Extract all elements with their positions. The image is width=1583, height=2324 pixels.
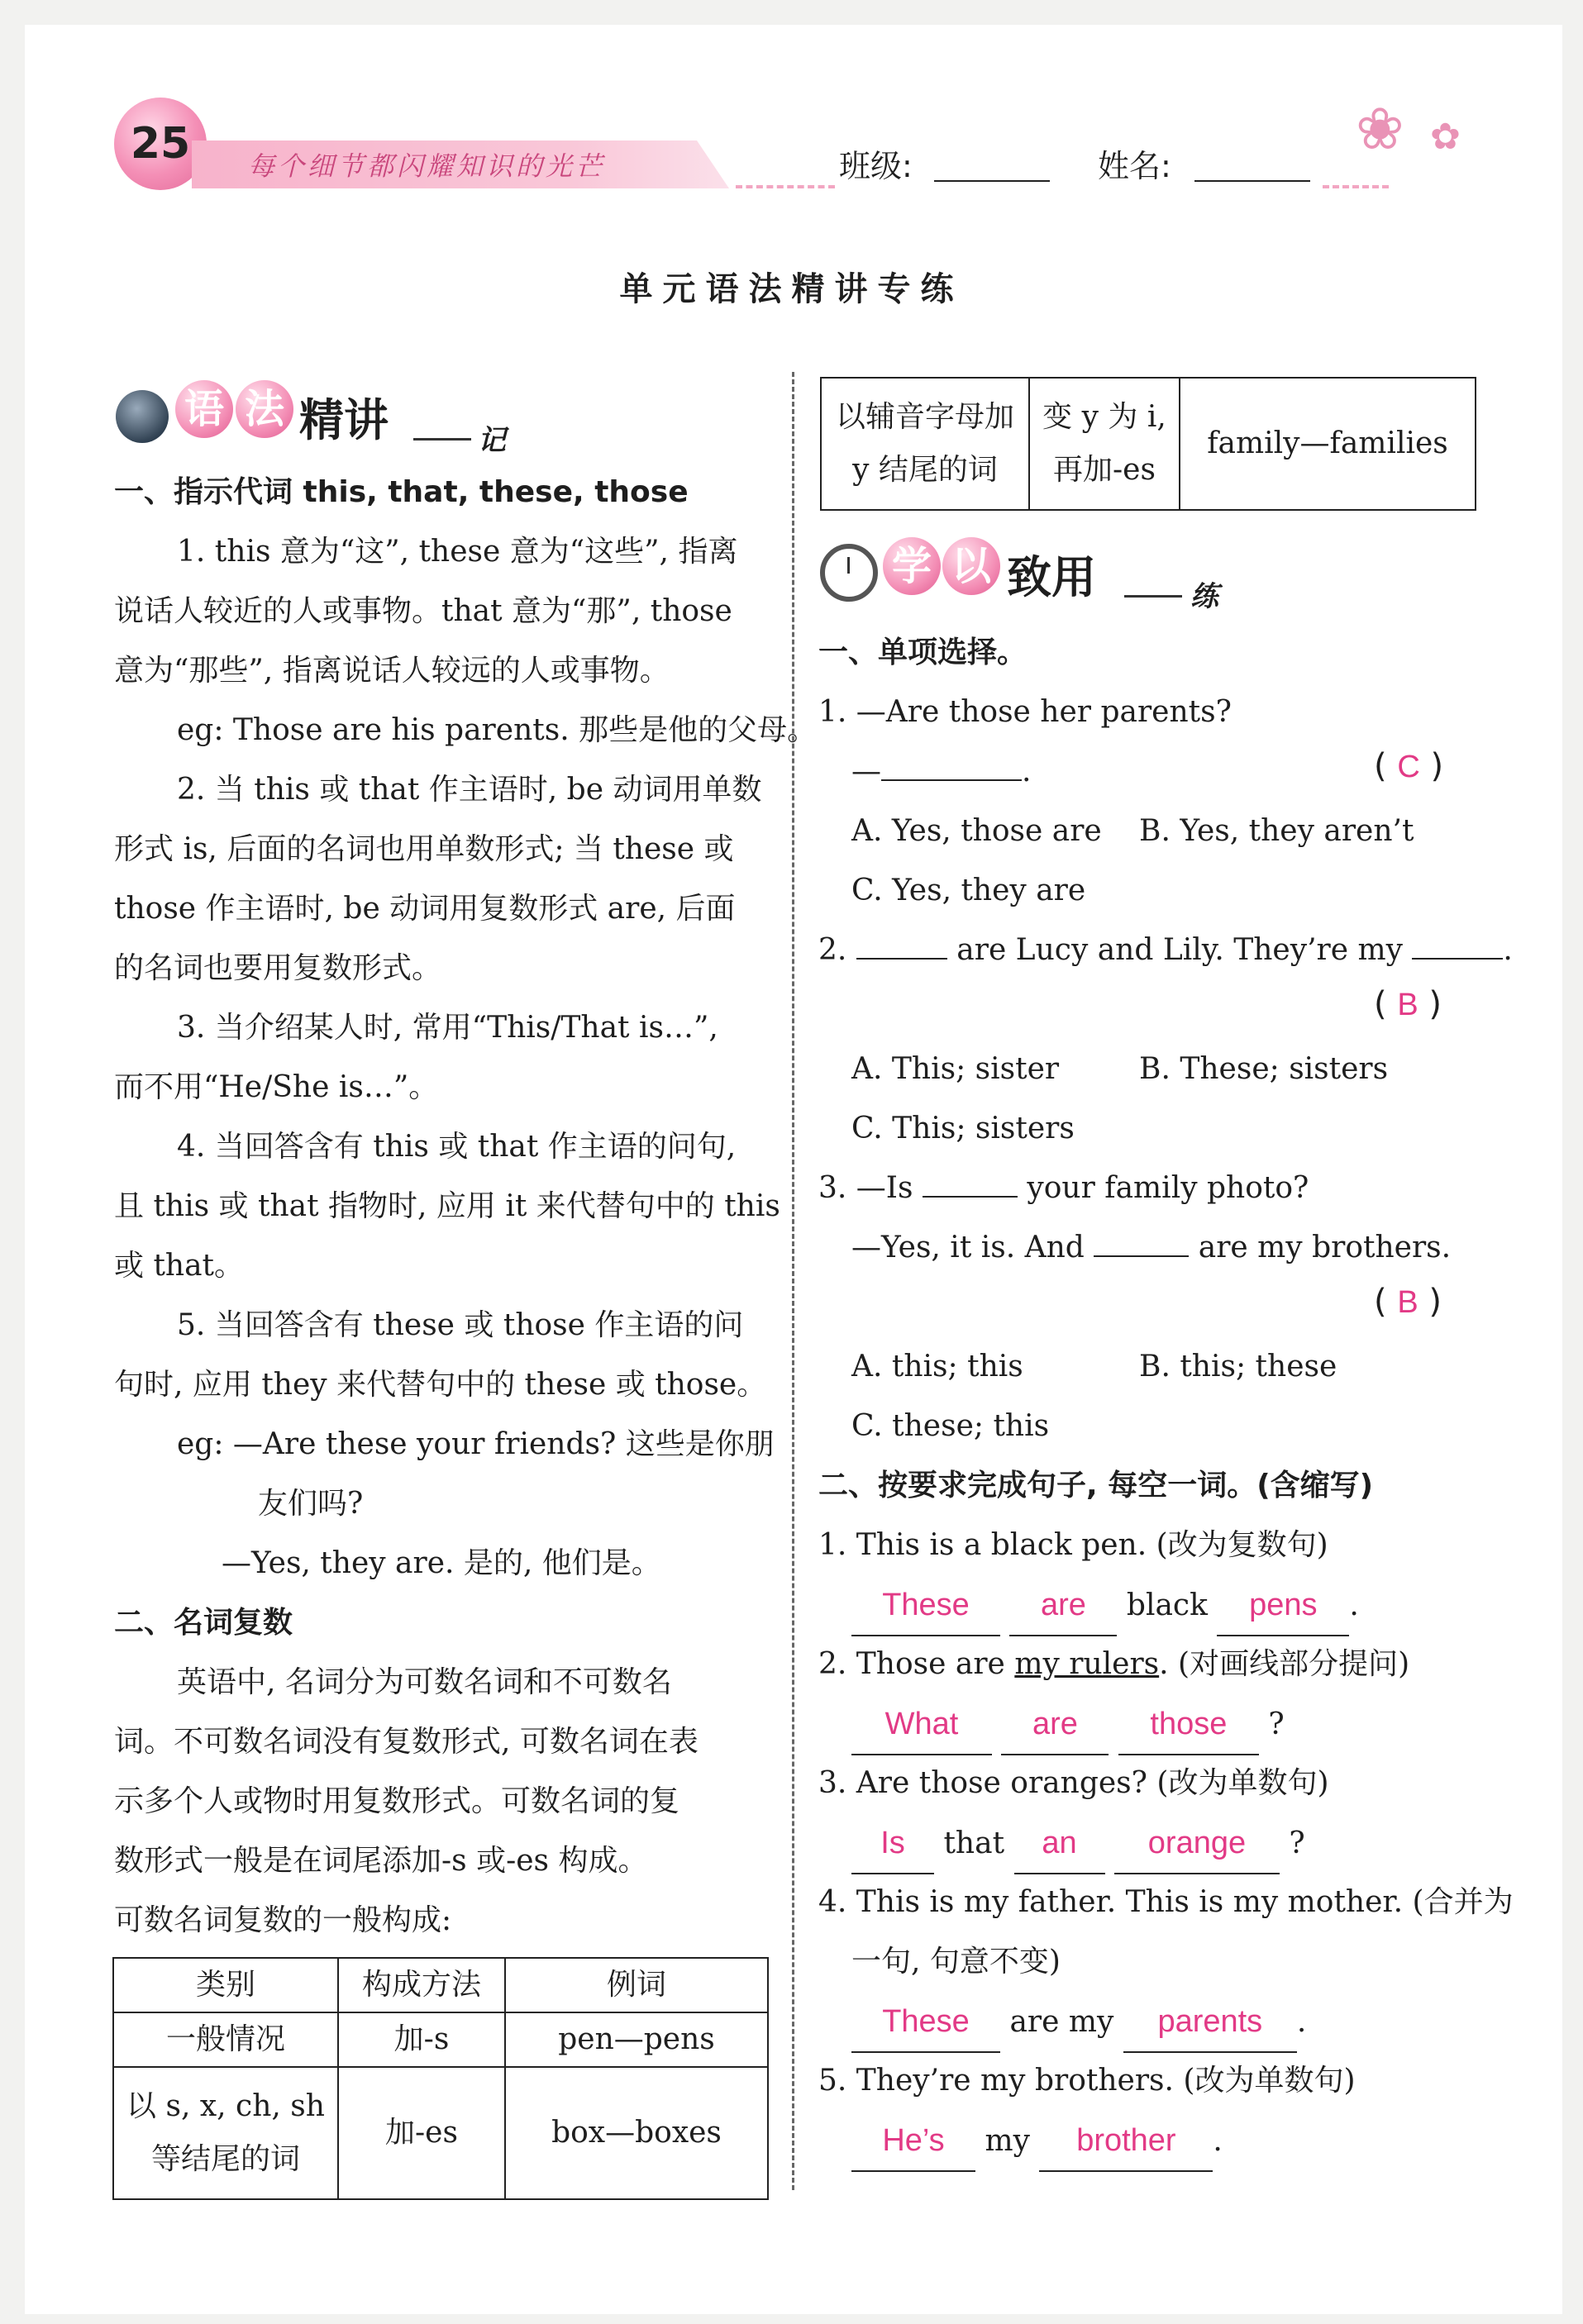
s5-prompt: 5. They’re my brothers. (改为单数句)	[818, 2064, 1356, 2098]
q3-blank-1[interactable]	[923, 1196, 1018, 1198]
s5-answer-line: He’s my brother .	[851, 2111, 1223, 2172]
table-cell-line: 以 s, x, ch, sh	[126, 2089, 325, 2123]
s2-answer-1[interactable]: What	[851, 1694, 992, 1755]
rule5-example1: eg: —Are these your friends? 这些是你朋	[177, 1427, 775, 1461]
table-cell: pen—pens	[505, 2012, 768, 2067]
rule2-line4: 的名词也要用复数形式。	[114, 951, 442, 985]
table-cell	[821, 378, 1029, 510]
noun-line4: 数形式一般是在词尾添加-s 或-es 构成。	[114, 1844, 648, 1878]
q3-blank-2[interactable]	[1094, 1255, 1189, 1257]
q2-blank-1[interactable]	[856, 958, 947, 960]
s3-text: that	[943, 1826, 1005, 1860]
q2-option-c: C. This; sisters	[851, 1112, 1075, 1145]
s2-answer-3[interactable]: those	[1118, 1694, 1259, 1755]
q3-text-3: —Yes, it is. And	[851, 1231, 1085, 1264]
section-bubble-4: 以	[942, 537, 1000, 595]
s5-text: my	[985, 2124, 1030, 2158]
header-slogan: 每个细节都闪耀知识的光芒	[248, 150, 606, 182]
globe-icon	[116, 390, 169, 443]
class-label: 班级:	[839, 148, 913, 184]
section-bubble-1: 语	[175, 380, 233, 438]
page-title: 单元语法精讲专练	[619, 270, 964, 308]
table-row	[113, 2012, 768, 2067]
s3-answer-3[interactable]: orange	[1114, 1813, 1280, 1874]
name-label: 姓名:	[1098, 148, 1171, 184]
table-row	[113, 2067, 768, 2199]
s4-text: are my	[1009, 2005, 1114, 2039]
s3-answer-2[interactable]: an	[1014, 1813, 1105, 1874]
rule1-example: eg: Those are his parents. 那些是他的父母。	[177, 713, 818, 747]
q2-answer-box: ( B )	[1374, 985, 1442, 1023]
rule4-line1: 4. 当回答含有 this 或 that 作主语的问句,	[177, 1130, 737, 1164]
noun-line2: 词。不可数名词没有复数形式, 可数名词在表	[114, 1725, 699, 1759]
table-cell-line: 以辅音字母加	[835, 400, 1014, 434]
table-cell: 加-s	[338, 2012, 505, 2067]
q3-stem	[818, 1159, 1309, 1218]
rule1-line1: 1. this 意为“这”, these 意为“这些”, 指离	[177, 535, 738, 569]
q3-text-4: are my brothers.	[1198, 1231, 1452, 1264]
table-cell	[1029, 378, 1180, 510]
practice-section-rule	[1124, 595, 1182, 598]
s4-prompt-line1: 4. This is my father. This is my mother. (合并为	[818, 1885, 1514, 1919]
s5-answer-2[interactable]: brother	[1039, 2111, 1213, 2172]
q1-option-c: C. Yes, they are	[851, 874, 1086, 907]
q3-answer: B	[1397, 1285, 1419, 1320]
q1-option-b: B. Yes, they aren’t	[1139, 814, 1414, 848]
q1-stem: 1. —Are those her parents?	[818, 695, 1232, 729]
table-header-cell: 类别	[113, 1958, 338, 2012]
q1-answer-box: ( C )	[1374, 747, 1444, 785]
alarm-clock-icon	[820, 544, 878, 602]
s2-text-2: . (对画线部分提问)	[1159, 1647, 1410, 1681]
rule2-line1: 2. 当 this 或 that 作主语时, be 动词用单数	[177, 773, 762, 807]
noun-line3: 示多个人或物时用复数形式。可数名词的复	[114, 1784, 680, 1818]
q2-option-a: A. This; sister	[851, 1052, 1060, 1086]
rule3-line1: 3. 当介绍某人时, 常用“This/That is…”,	[177, 1011, 718, 1045]
table-header-row	[113, 1958, 768, 2012]
s2-answer-2[interactable]: are	[1001, 1694, 1109, 1755]
q2-number: 2.	[818, 933, 847, 967]
q1-dash: —	[851, 755, 881, 788]
q3-option-b: B. this; these	[1139, 1350, 1337, 1383]
s1-answer-1[interactable]: These	[851, 1575, 1000, 1636]
table-cell-line: 等结尾的词	[150, 2142, 300, 2176]
grammar-section-subtitle: 记	[478, 424, 506, 457]
rule2-line2: 形式 is, 后面的名词也用单数形式; 当 these 或	[114, 832, 734, 866]
q1-answer-line: — .	[851, 755, 1032, 788]
flower-ornament-icon: ❀	[1356, 95, 1404, 163]
q2-answer: B	[1397, 988, 1419, 1022]
s1-answer-3[interactable]: pens	[1217, 1575, 1349, 1636]
mc-heading: 一、单项选择。	[818, 636, 1028, 669]
page-number: 25	[130, 119, 191, 169]
s2-answer-line: What are those ?	[851, 1694, 1285, 1755]
s3-answer-line: Is that an orange ?	[851, 1813, 1305, 1874]
part2-heading: 二、名词复数	[114, 1606, 293, 1640]
s1-answer-line: These are black pens .	[851, 1575, 1359, 1636]
practice-section-title: 致用	[1007, 551, 1096, 603]
header-dash-right	[1323, 185, 1389, 188]
name-blank	[1194, 180, 1310, 182]
q2-stem: 2. are Lucy and Lily. They’re my .	[818, 933, 1513, 967]
s3-prompt: 3. Are those oranges? (改为单数句)	[818, 1766, 1329, 1800]
s1-prompt: 1. This is a black pen. (改为复数句)	[818, 1528, 1328, 1562]
q1-answer: C	[1397, 750, 1420, 784]
table-row	[821, 378, 1476, 510]
q2-option-b: B. These; sisters	[1139, 1052, 1389, 1086]
q3-option-a: A. this; this	[851, 1350, 1023, 1383]
table-cell: 一般情况	[113, 2012, 338, 2067]
table-cell-line: 变 y 为 i,	[1042, 400, 1166, 434]
rule4-line2: 且 this 或 that 指物时, 应用 it 来代替句中的 this	[114, 1189, 780, 1223]
flower-ornament-small-icon: ✿	[1430, 116, 1461, 158]
table-header-cell: 构成方法	[338, 1958, 505, 2012]
plural-table	[112, 1957, 769, 2200]
rule4-line3: 或 that。	[114, 1249, 245, 1283]
table-cell-line: 再加-es	[1053, 453, 1156, 487]
noun-line5: 可数名词复数的一般构成:	[114, 1903, 452, 1937]
q2-blank-2[interactable]	[1412, 958, 1503, 960]
q2-text: are Lucy and Lily. They’re my	[956, 933, 1403, 967]
rule5-line1: 5. 当回答含有 these 或 those 作主语的问	[177, 1308, 744, 1342]
noun-line1: 英语中, 名词分为可数名词和不可数名	[177, 1665, 672, 1699]
rule5-example3: —Yes, they are. 是的, 他们是。	[222, 1546, 661, 1580]
part1-heading: 一、指示代词 this, that, these, those	[114, 475, 689, 509]
grammar-section-title: 精讲	[299, 394, 389, 446]
plural-table-continued	[820, 377, 1476, 511]
s4-answer-line: These are my parents .	[851, 1992, 1306, 2053]
s3-answer-1[interactable]: Is	[851, 1813, 934, 1874]
table-cell	[113, 2067, 338, 2199]
s2-prompt	[818, 1635, 1409, 1694]
grammar-section-rule	[413, 438, 471, 441]
header-dash-left	[736, 185, 835, 188]
table-header-cell: 例词	[505, 1958, 768, 2012]
column-divider	[792, 372, 794, 2190]
rule1-line3: 意为“那些”, 指离说话人较远的人或事物。	[114, 654, 670, 688]
practice-section-subtitle: 练	[1190, 580, 1218, 613]
rule1-line2: 说话人较近的人或事物。that 意为“那”, those	[114, 594, 732, 628]
rule5-line2: 句时, 应用 they 来代替句中的 these 或 those。	[114, 1368, 767, 1402]
s4-prompt-line2: 一句, 句意不变)	[851, 1945, 1061, 1979]
q1-option-a: A. Yes, those are	[851, 814, 1102, 848]
completion-heading: 二、按要求完成句子, 每空一词。(含缩写)	[818, 1469, 1374, 1503]
table-cell: family—families	[1180, 378, 1476, 510]
s4-answer-2[interactable]: parents	[1123, 1992, 1297, 2053]
table-cell-line: y 结尾的词	[852, 453, 998, 487]
q3-answer-box: ( B )	[1374, 1283, 1442, 1321]
rule3-line2: 而不用“He/She is…”。	[114, 1070, 439, 1104]
s1-answer-2[interactable]: are	[1009, 1575, 1117, 1636]
s4-answer-1[interactable]: These	[851, 1992, 1000, 2053]
rule5-example2: 友们吗?	[258, 1487, 364, 1521]
q1-blank[interactable]	[881, 779, 1022, 781]
q3-option-c: C. these; this	[851, 1409, 1050, 1443]
class-blank	[934, 180, 1050, 182]
s2-underlined-part: my rulers	[1014, 1647, 1160, 1681]
q3-text-1: 3. —Is	[818, 1171, 913, 1205]
s2-text-1: 2. Those are	[818, 1647, 1015, 1681]
table-cell: box—boxes	[505, 2067, 768, 2199]
q3-reply	[851, 1218, 1451, 1278]
s5-answer-1[interactable]: He’s	[851, 2111, 975, 2172]
table-cell: 加-es	[338, 2067, 505, 2199]
section-bubble-2: 法	[236, 380, 293, 438]
rule2-line3: those 作主语时, be 动词用复数形式 are, 后面	[114, 892, 736, 926]
s1-text: black	[1126, 1588, 1208, 1622]
q3-text-2: your family photo?	[1027, 1171, 1309, 1205]
section-bubble-3: 学	[883, 537, 941, 595]
